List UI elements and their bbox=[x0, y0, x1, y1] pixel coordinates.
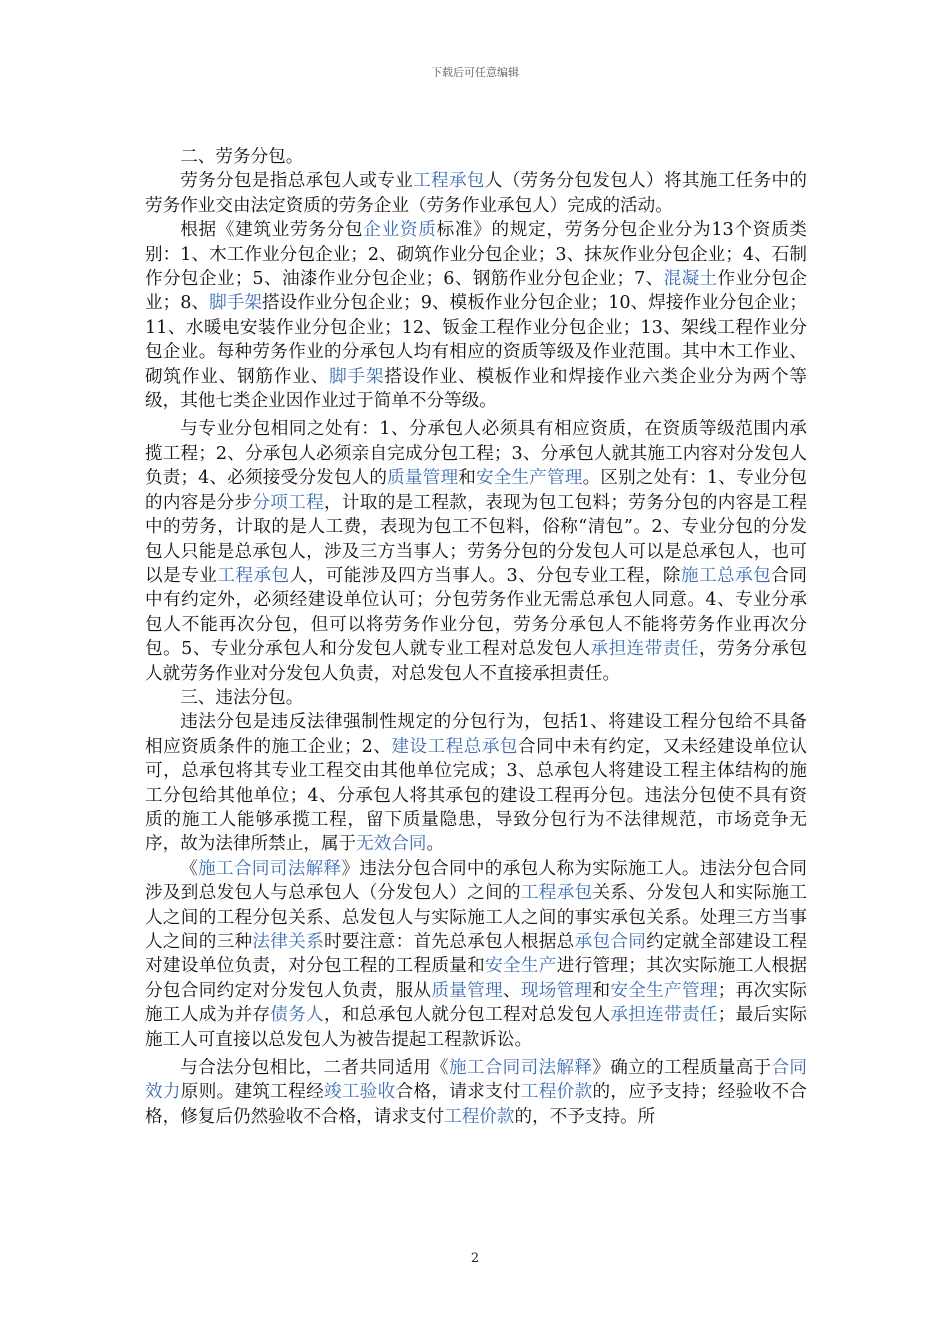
text-run: 约定就全部建设工程对建设单位负责，对分包工程的工程质量和 bbox=[145, 932, 807, 977]
term-link[interactable]: 企业资质 bbox=[363, 220, 437, 241]
term-link[interactable]: 合同效力 bbox=[145, 1058, 807, 1103]
paragraph bbox=[145, 417, 807, 685]
term-link[interactable]: 施工合同司法解释 bbox=[198, 858, 342, 879]
text-run: 人（劳务分包发包人）将其施工任务中的劳务作业交由法定资质的劳务企业（劳务作业承包人）完成的活动。 bbox=[145, 171, 807, 216]
term-link[interactable]: 承包合同 bbox=[574, 932, 647, 952]
text-run: 与专业分包相同之处有：1、分承包人必须具有相应资质，在资质等级范围内承揽工程；2、分承包人必须亲自完成分包工程；3、分承包人就其施工内容对分发包人负责；4、必须接受分发包人的 bbox=[145, 419, 807, 489]
text-run: 《 bbox=[180, 858, 199, 879]
text-run: 与合法分包相比，二者共同适用《 bbox=[180, 1058, 449, 1079]
text-run: 违法分包是违反法律强制性规定的分包行为，包括1、将建设工程分包给不具备相应资质条件的施工企业；2、 bbox=[145, 712, 807, 757]
text-run: 作业分包企业；8、 bbox=[145, 269, 807, 314]
text-run: 。 bbox=[426, 834, 445, 855]
text-run: 、 bbox=[502, 980, 521, 1001]
text-run: 合同中有约定外，必须经建设单位认可；分包劳务作业无需总承包人同意。4、专业分承包人不能再次分包，但可以将劳务作业分包，劳务分承包人不能将劳务作业再次分包。5、专业分承包人和分发包人就专业工程对总发包人 bbox=[145, 565, 807, 660]
term-link[interactable]: 工程价款 bbox=[444, 1106, 515, 1127]
term-link[interactable]: 无效合同 bbox=[356, 834, 427, 855]
document-body bbox=[145, 145, 807, 1129]
text-run: 。区别之处有：1、专业分包的内容是分步 bbox=[145, 468, 807, 513]
term-link[interactable]: 脚手架 bbox=[209, 293, 263, 314]
term-link[interactable]: 竣工验收 bbox=[323, 1082, 396, 1103]
paragraph bbox=[145, 218, 807, 413]
text-run: 的，不予支持。所 bbox=[514, 1106, 656, 1127]
term-link[interactable]: 法律关系 bbox=[252, 932, 324, 952]
text-run: 时要注意：首先总承包人根据总 bbox=[323, 932, 575, 952]
text-run: ；再次实际施工人成为并存 bbox=[145, 980, 807, 1026]
term-link[interactable]: 建设工程总承包 bbox=[391, 736, 519, 757]
text-run: ，计取的是工程款，表现为包工包料；劳务分包的内容是工程中的劳务，计取的是人工费，表现为包工不包料，俗称“清包”。2、专业分包的分发包人只能是总承包人，涉及三方当事人；劳务分包的分发包人可以是总承包人，也可以是专业 bbox=[145, 492, 807, 586]
term-link[interactable]: 脚手架 bbox=[329, 366, 385, 387]
text-run: 》违法分包合同中的承包人称为实际施工人。违法分包合同涉及到总发包人与总承包人（分发包人）之间的 bbox=[145, 858, 807, 904]
text-run: ；最后实际施工人可直接以总发包人为被告提起工程款诉讼。 bbox=[145, 1005, 807, 1050]
term-link[interactable]: 质量管理 bbox=[387, 468, 459, 489]
page-number: 2 bbox=[470, 1251, 480, 1266]
paragraph bbox=[145, 857, 807, 1052]
text-run: 标准》的规定，劳务分包企业分为13个资质类别：1、木工作业分包企业；2、砌筑作业分包企业；3、抹灰作业分包企业；4、石制作分包企业；5、油漆作业分包企业；6、钢筋作业分包企业；7、 bbox=[145, 220, 807, 290]
text-run: 的，应予支持；经验收不合格，修复后仍然验收不合格，请求支付 bbox=[145, 1082, 807, 1127]
term-link[interactable]: 工程承包 bbox=[217, 565, 290, 586]
text-run: 原则。建筑工程经 bbox=[180, 1082, 324, 1103]
text-run: 合格，请求支付 bbox=[395, 1082, 521, 1103]
text-run: 二、劳务分包。 bbox=[180, 147, 304, 167]
term-link[interactable]: 工程价款 bbox=[520, 1082, 593, 1103]
paragraph bbox=[145, 145, 807, 169]
paragraph bbox=[145, 710, 807, 856]
text-run: 搭设作业、模板作业和焊接作业六类企业分为两个等级，其他七类企业因作业过于简单不分等级。 bbox=[145, 366, 807, 412]
text-run: 根据《建筑业劳务分包 bbox=[180, 220, 364, 241]
term-link[interactable]: 安全生产管理 bbox=[475, 468, 583, 489]
term-link[interactable]: 分项工程 bbox=[252, 492, 325, 513]
term-link[interactable]: 承担连带责任 bbox=[590, 639, 699, 660]
term-link[interactable]: 施工合同司法解释 bbox=[448, 1058, 593, 1079]
text-run: 关系、分发包人和实际施工人之间的工程分包关系、总发包人与实际施工人之间的事实承包关系。处理三方当事人之间的三种 bbox=[145, 883, 807, 952]
text-run: 人，可能涉及四方当事人。3、分包专业工程，除 bbox=[289, 565, 681, 586]
paragraph bbox=[145, 169, 807, 218]
text-run: 搭设作业分包企业；9、模板作业分包企业；10、焊接作业分包企业；11、水暖电安装作业分包企业；12、钣金工程作业分包企业；13、架线工程作业分包企业。每种劳务作业的分承包人均有相应的资质等级及作业范围。其中木工作业、砌筑作业、钢筋作业、 bbox=[145, 293, 807, 387]
text-run: 和 bbox=[592, 980, 611, 1001]
text-run: ，劳务分承包人就劳务作业对分发包人负责，对总发包人不直接承担责任。 bbox=[145, 639, 807, 684]
text-run: 进行管理；其次实际施工人根据分包合同约定对分发包人负责，服从 bbox=[145, 956, 807, 1001]
term-link[interactable]: 安全生产管理 bbox=[610, 980, 718, 1001]
paragraph bbox=[145, 1056, 807, 1129]
paragraph bbox=[145, 686, 807, 710]
term-link[interactable]: 债务人 bbox=[270, 1005, 324, 1026]
text-run: 》确立的工程质量高于 bbox=[592, 1058, 772, 1079]
term-link[interactable]: 承担连带责任 bbox=[610, 1005, 718, 1026]
text-run: 合同中未有约定，又未经建设单位认可，总承包将其专业工程交由其他单位完成；3、总承包人将建设工程主体结构的施工分包给其他单位；4、分承包人将其承包的建设工程再分包。违法分包使不具有资质的施工人能够承揽工程，留下质量隐患，导致分包行为不法律规范，市场竞争无序，故为法律所禁止，属于 bbox=[145, 736, 807, 855]
page-header: 下载后可任意编辑 bbox=[431, 66, 519, 79]
term-link[interactable]: 施工总承包 bbox=[680, 565, 772, 586]
text-run: 三、违法分包。 bbox=[180, 687, 304, 708]
term-link[interactable]: 安全生产 bbox=[485, 956, 557, 977]
text-run: ，和总承包人就分包工程对总发包人 bbox=[324, 1005, 611, 1026]
term-link[interactable]: 工程承包 bbox=[413, 171, 485, 192]
term-link[interactable]: 工程承包 bbox=[520, 883, 593, 904]
text-run: 劳务分包是指总承包人或专业 bbox=[180, 171, 414, 192]
text-run: 和 bbox=[458, 468, 476, 489]
term-link[interactable]: 混凝土 bbox=[663, 269, 718, 290]
term-link[interactable]: 质量管理 bbox=[431, 980, 503, 1001]
term-link[interactable]: 现场管理 bbox=[520, 980, 593, 1001]
